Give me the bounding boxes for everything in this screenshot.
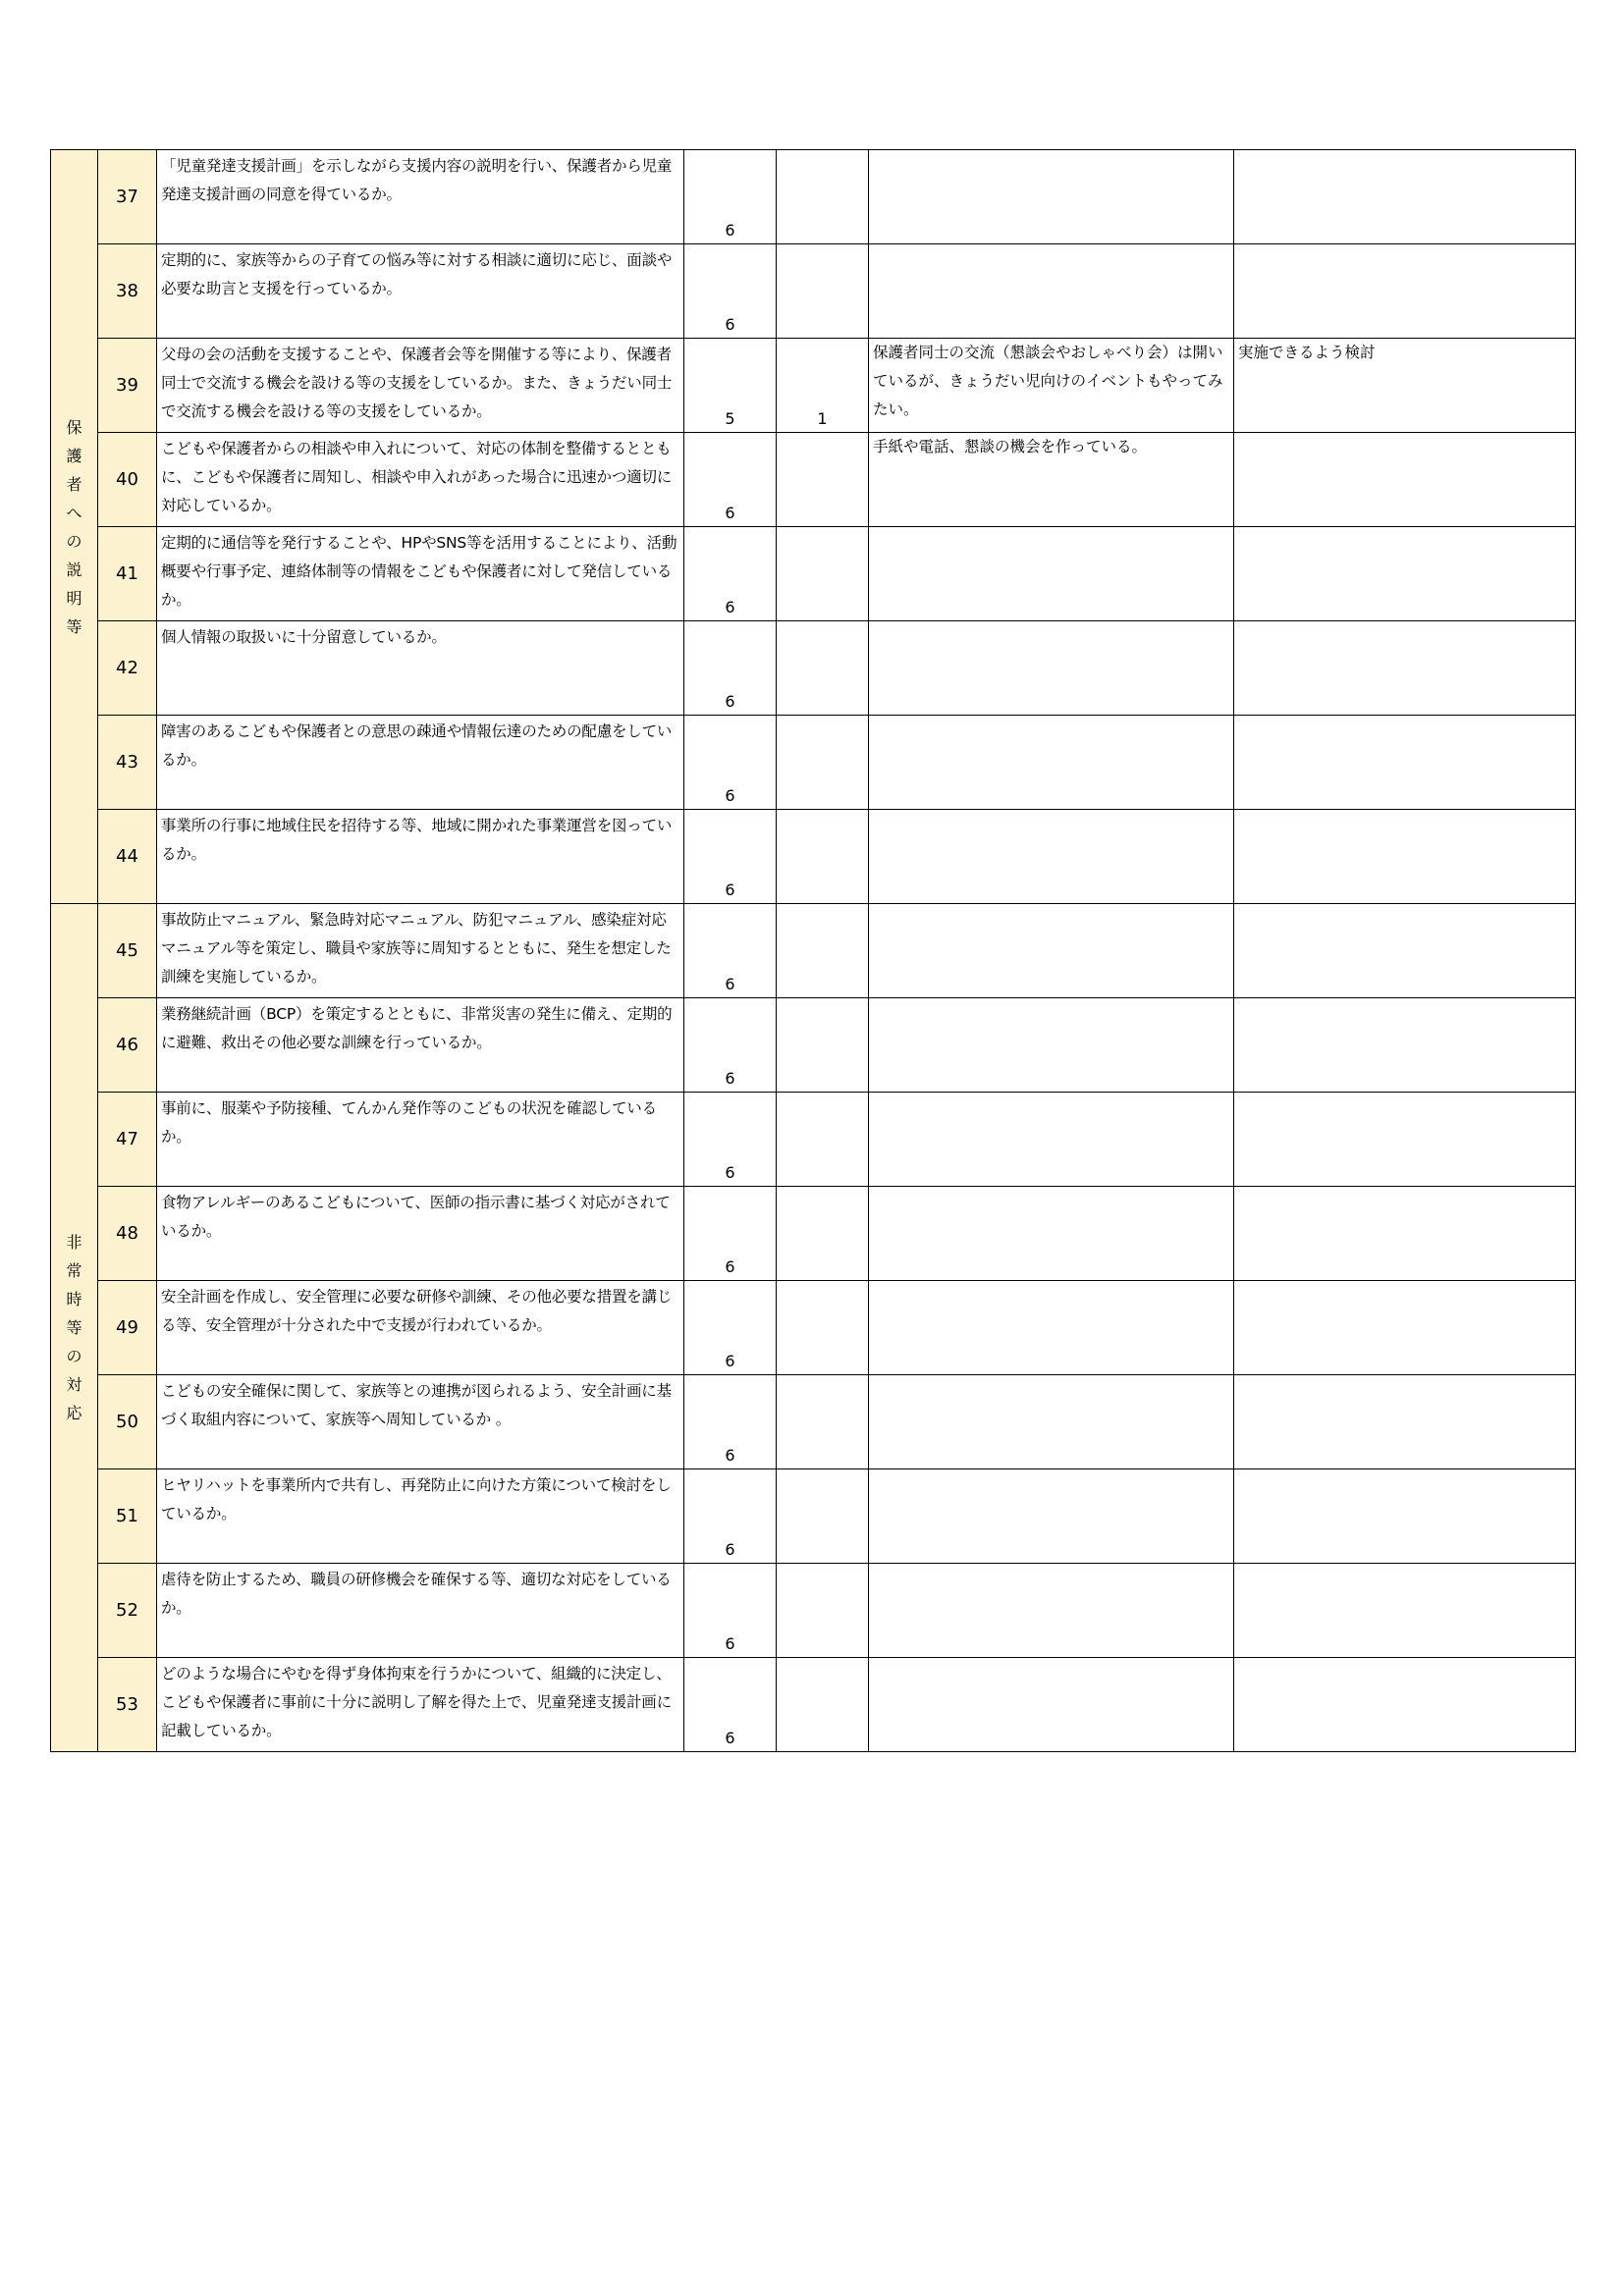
table-row [51,1375,1576,1469]
item-question: こどもの安全確保に関して、家族等との連携が図られるよう、安全計画に基づく取組内容について、家族等へ周知しているか 。 [157,1375,684,1469]
no-count [777,1564,869,1658]
item-number: 40 [98,433,157,527]
improvement-cell: 実施できるよう検討 [1234,339,1576,433]
category-cell [51,904,98,1752]
table-row [51,1469,1576,1564]
no-count [777,1187,869,1281]
yes-count: 6 [684,1469,777,1564]
table-row [51,433,1576,527]
table-row [51,1187,1576,1281]
item-number: 39 [98,339,157,433]
improvement-cell [1234,150,1576,244]
comment-cell: 手紙や電話、懇談の機会を作っている。 [869,433,1234,527]
comment-cell [869,1187,1234,1281]
comment-cell [869,1564,1234,1658]
yes-count: 6 [684,150,777,244]
item-number: 41 [98,527,157,621]
evaluation-table [50,149,1576,1752]
item-question: 事業所の行事に地域住民を招待する等、地域に開かれた事業運営を図っているか。 [157,810,684,904]
item-number: 51 [98,1469,157,1564]
improvement-cell [1234,1281,1576,1375]
item-question: 「児童発達支援計画」を示しながら支援内容の説明を行い、保護者から児童発達支援計画の同意を得ているか。 [157,150,684,244]
item-number: 49 [98,1281,157,1375]
yes-count: 6 [684,244,777,339]
item-question: 虐待を防止するため、職員の研修機会を確保する等、適切な対応をしているか。 [157,1564,684,1658]
no-count [777,998,869,1093]
comment-cell [869,998,1234,1093]
comment-cell [869,904,1234,998]
improvement-cell [1234,716,1576,810]
comment-cell [869,716,1234,810]
no-count: 1 [777,339,869,433]
item-question: 障害のあるこどもや保護者との意思の疎通や情報伝達のための配慮をしているか。 [157,716,684,810]
item-question: 定期的に通信等を発行することや、HPやSNS等を活用することにより、活動概要や行事予定、連絡体制等の情報をこどもや保護者に対して発信しているか。 [157,527,684,621]
category-label [51,1228,97,1427]
improvement-cell [1234,1093,1576,1187]
item-number: 46 [98,998,157,1093]
table-row [51,904,1576,998]
category-label [51,413,97,641]
no-count [777,1469,869,1564]
item-question: 食物アレルギーのあるこどもについて、医師の指示書に基づく対応がされているか。 [157,1187,684,1281]
table-row [51,716,1576,810]
item-number: 43 [98,716,157,810]
improvement-cell [1234,527,1576,621]
table-row [51,527,1576,621]
item-number: 52 [98,1564,157,1658]
improvement-cell [1234,1187,1576,1281]
improvement-cell [1234,1658,1576,1752]
item-question: 個人情報の取扱いに十分留意しているか。 [157,621,684,716]
comment-cell [869,810,1234,904]
no-count [777,716,869,810]
comment-cell [869,1093,1234,1187]
item-number: 45 [98,904,157,998]
yes-count: 6 [684,1564,777,1658]
table-row [51,810,1576,904]
no-count [777,1375,869,1469]
category-char: 時 [66,1290,82,1308]
comment-cell [869,244,1234,339]
item-question: 事前に、服薬や予防接種、てんかん発作等のこどもの状況を確認しているか。 [157,1093,684,1187]
table-row [51,1658,1576,1752]
item-question: どのような場合にやむを得ず身体拘束を行うかについて、組織的に決定し、こどもや保護者に事前に十分に説明し了解を得た上で、児童発達支援計画に記載しているか。 [157,1658,684,1752]
yes-count: 6 [684,527,777,621]
no-count [777,1093,869,1187]
category-char: 保 [66,417,82,437]
yes-count: 6 [684,1658,777,1752]
comment-cell [869,1658,1234,1752]
yes-count: 6 [684,1281,777,1375]
item-number: 42 [98,621,157,716]
yes-count: 6 [684,1187,777,1281]
category-char: 説 [66,560,82,579]
comment-cell [869,150,1234,244]
no-count [777,433,869,527]
item-question: ヒヤリハットを事業所内で共有し、再発防止に向けた方策について検討をしているか。 [157,1469,684,1564]
yes-count: 6 [684,621,777,716]
table-row [51,1093,1576,1187]
improvement-cell [1234,1375,1576,1469]
item-question: 安全計画を作成し、安全管理に必要な研修や訓練、その他必要な措置を講じる等、安全管理が十分された中で支援が行われているか。 [157,1281,684,1375]
table-row [51,244,1576,339]
category-char: の [66,1347,82,1365]
improvement-cell [1234,433,1576,527]
no-count [777,1281,869,1375]
no-count [777,810,869,904]
comment-cell [869,1469,1234,1564]
category-char: 護 [66,446,82,465]
category-char: 対 [66,1375,82,1394]
comment-cell [869,621,1234,716]
yes-count: 5 [684,339,777,433]
improvement-cell [1234,998,1576,1093]
improvement-cell [1234,1564,1576,1658]
item-number: 44 [98,810,157,904]
yes-count: 6 [684,1093,777,1187]
item-number: 38 [98,244,157,339]
yes-count: 6 [684,998,777,1093]
item-number: 50 [98,1375,157,1469]
item-number: 53 [98,1658,157,1752]
no-count [777,1658,869,1752]
table-row [51,1564,1576,1658]
category-char: 者 [66,474,82,494]
item-number: 37 [98,150,157,244]
item-question: 定期的に、家族等からの子育ての悩み等に対する相談に適切に応じ、面談や必要な助言と支援を行っているか。 [157,244,684,339]
item-question: 事故防止マニュアル、緊急時対応マニュアル、防犯マニュアル、感染症対応マニュアル等を策定し、職員や家族等に周知するとともに、発生を想定した訓練を実施しているか。 [157,904,684,998]
no-count [777,621,869,716]
comment-cell [869,1375,1234,1469]
category-char: 等 [66,1318,82,1337]
table-row [51,998,1576,1093]
improvement-cell [1234,621,1576,716]
category-cell [51,150,98,904]
yes-count: 6 [684,810,777,904]
yes-count: 6 [684,1375,777,1469]
category-char: 非 [66,1233,82,1252]
item-number: 47 [98,1093,157,1187]
table-row [51,1281,1576,1375]
no-count [777,244,869,339]
comment-cell [869,527,1234,621]
yes-count: 6 [684,904,777,998]
no-count [777,150,869,244]
comment-cell: 保護者同士の交流（懇談会やおしゃべり会）は開いているが、きょうだい児向けのイベントもやってみたい。 [869,339,1234,433]
item-question: 業務継続計画（BCP）を策定するとともに、非常災害の発生に備え、定期的に避難、救出その他必要な訓練を行っているか。 [157,998,684,1093]
improvement-cell [1234,904,1576,998]
table-row [51,150,1576,244]
table-row [51,621,1576,716]
improvement-cell [1234,1469,1576,1564]
item-number: 48 [98,1187,157,1281]
comment-cell [869,1281,1234,1375]
improvement-cell [1234,810,1576,904]
yes-count: 6 [684,433,777,527]
yes-count: 6 [684,716,777,810]
category-char: 明 [66,588,82,608]
item-question: こどもや保護者からの相談や申入れについて、対応の体制を整備するとともに、こどもや保護者に周知し、相談や申入れがあった場合に迅速かつ適切に対応しているか。 [157,433,684,527]
category-char: 常 [66,1261,82,1280]
category-char: 応 [66,1404,82,1422]
table-row [51,339,1576,433]
item-question: 父母の会の活動を支援することや、保護者会等を開催する等により、保護者同士で交流する機会を設ける等の支援をしているか。また、きょうだい同士で交流する機会を設ける等の支援をしているか。 [157,339,684,433]
evaluation-table-body [51,150,1576,1752]
improvement-cell [1234,244,1576,339]
category-char: へ [66,503,82,522]
no-count [777,904,869,998]
category-char: 等 [66,616,82,636]
no-count [777,527,869,621]
category-char: の [66,531,82,551]
